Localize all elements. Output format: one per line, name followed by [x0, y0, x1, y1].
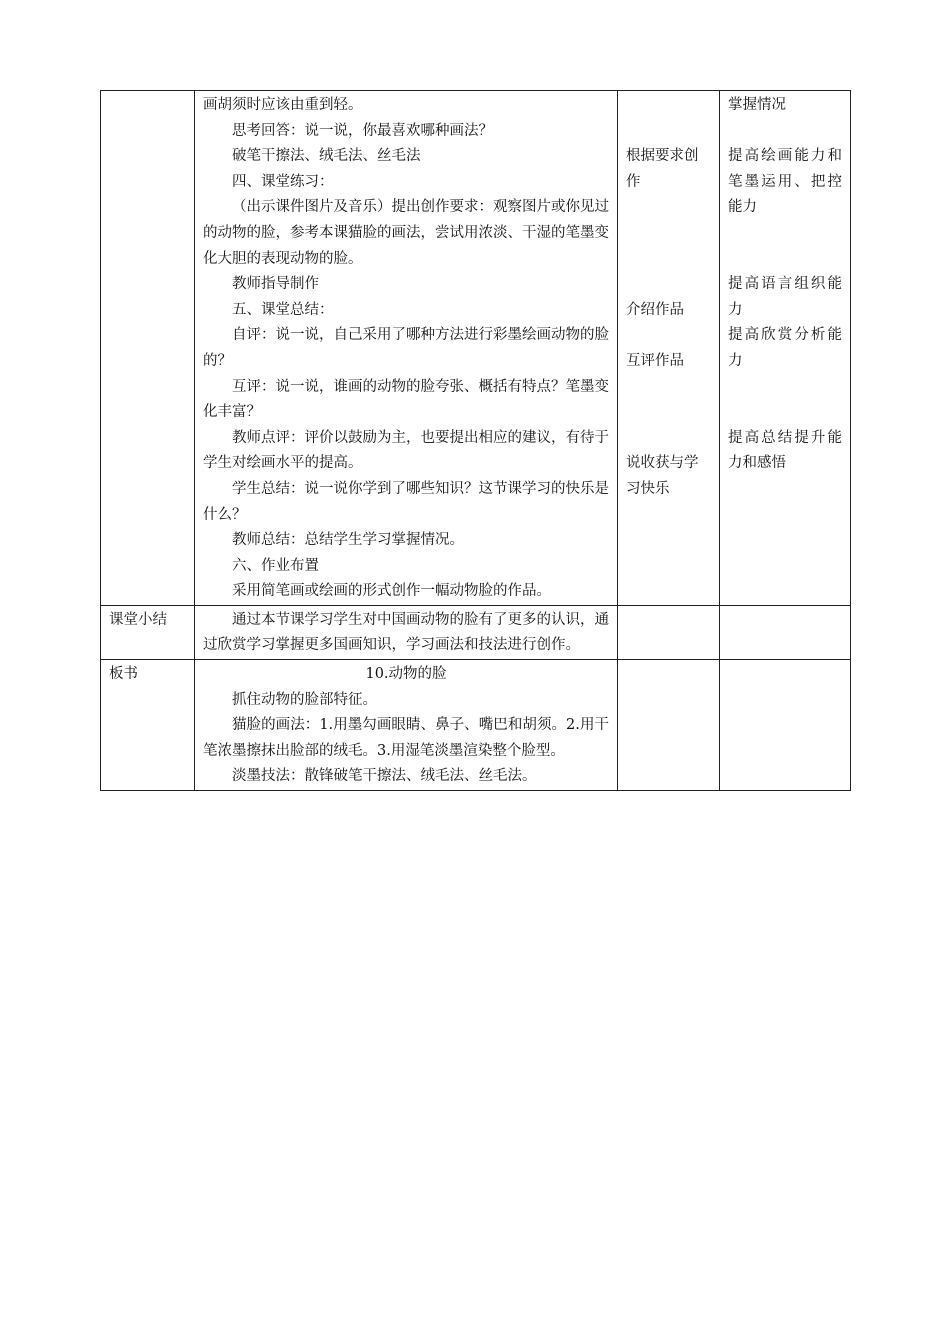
board-line: 抓住动物的脸部特征。 [232, 691, 377, 708]
process-line: 互评：说一说，谁画的动物的脸夸张、概括有特点？笔墨变化丰富？ [203, 378, 609, 421]
table-row-summary [101, 605, 851, 659]
process-line: 教师总结：总结学生学习掌握情况。 [232, 532, 464, 549]
process-line: 采用简笔画或绘画的形式创作一幅动物脸的作品。 [232, 583, 551, 600]
summary-label: 课堂小结 [101, 605, 195, 659]
process-line: 画胡须时应该由重到轻。 [203, 97, 363, 113]
design-intent-cell [720, 91, 851, 606]
board-empty-cell [720, 660, 851, 791]
summary-content-cell [195, 605, 618, 659]
process-line: 六、作业布置 [232, 557, 319, 574]
intent-language: 提高语言组织能力 [728, 276, 842, 318]
board-label: 板书 [101, 660, 195, 791]
board-title: 10.动物的脸 [365, 666, 447, 683]
intent-skill: 提高绘画能力和笔墨运用、把控能力 [728, 148, 842, 216]
summary-text: 通过本节课学习学生对中国画动物的脸有了更多的认识，通过欣赏学习掌握更多国画知识，学习画法和技法进行创作。 [203, 611, 609, 654]
student-harvest: 说收获与学习快乐 [626, 455, 699, 497]
table-row-process [101, 91, 851, 606]
process-line: 破笔干擦法、绒毛法、丝毛法 [232, 148, 421, 165]
summary-empty-cell [618, 605, 720, 659]
table-row-board [101, 660, 851, 791]
process-line: 学生总结：说一说你学到了哪些知识？这节课学习的快乐是什么？ [203, 480, 609, 523]
process-line: 教师指导制作 [232, 276, 319, 293]
process-line: 五、课堂总结： [232, 301, 334, 318]
process-line: （出示课件图片及音乐）提出创作要求：观察图片或你见过的动物的脸，参考本课猫脸的画法，尝试用浓淡、干湿的笔墨变化大胆的表现动物的脸。 [203, 199, 609, 267]
summary-empty-cell [720, 605, 851, 659]
process-content-cell [195, 91, 618, 606]
lesson-plan-table [100, 90, 851, 791]
student-activity-cell [618, 91, 720, 606]
student-mutual: 互评作品 [626, 352, 684, 369]
process-line: 思考回答：说一说，你最喜欢哪种画法？ [232, 122, 493, 139]
board-content-cell [195, 660, 618, 791]
process-line: 自评：说一说，自己采用了哪种方法进行彩墨绘画动物的脸的？ [203, 327, 609, 369]
process-line: 四、课堂练习： [232, 173, 334, 190]
board-empty-cell [618, 660, 720, 791]
process-line: 教师点评：评价以鼓励为主，也要提出相应的建议，有待于学生对绘画水平的提高。 [203, 429, 609, 472]
process-label-cell [101, 91, 195, 606]
intent-summary: 提高总结提升能力和感悟 [728, 429, 842, 472]
intent-master: 掌握情况 [728, 97, 786, 113]
student-create: 根据要求创作 [626, 148, 699, 190]
board-line: 淡墨技法：散锋破笔干擦法、绒毛法、丝毛法。 [232, 768, 537, 785]
board-line: 猫脸的画法：1.用墨勾画眼睛、鼻子、嘴巴和胡须。2.用干笔浓墨擦抹出脸部的绒毛。3.用湿笔淡墨渲染整个脸型。 [203, 717, 609, 759]
intent-appreciate: 提高欣赏分析能力 [728, 327, 842, 369]
student-intro: 介绍作品 [626, 301, 684, 318]
